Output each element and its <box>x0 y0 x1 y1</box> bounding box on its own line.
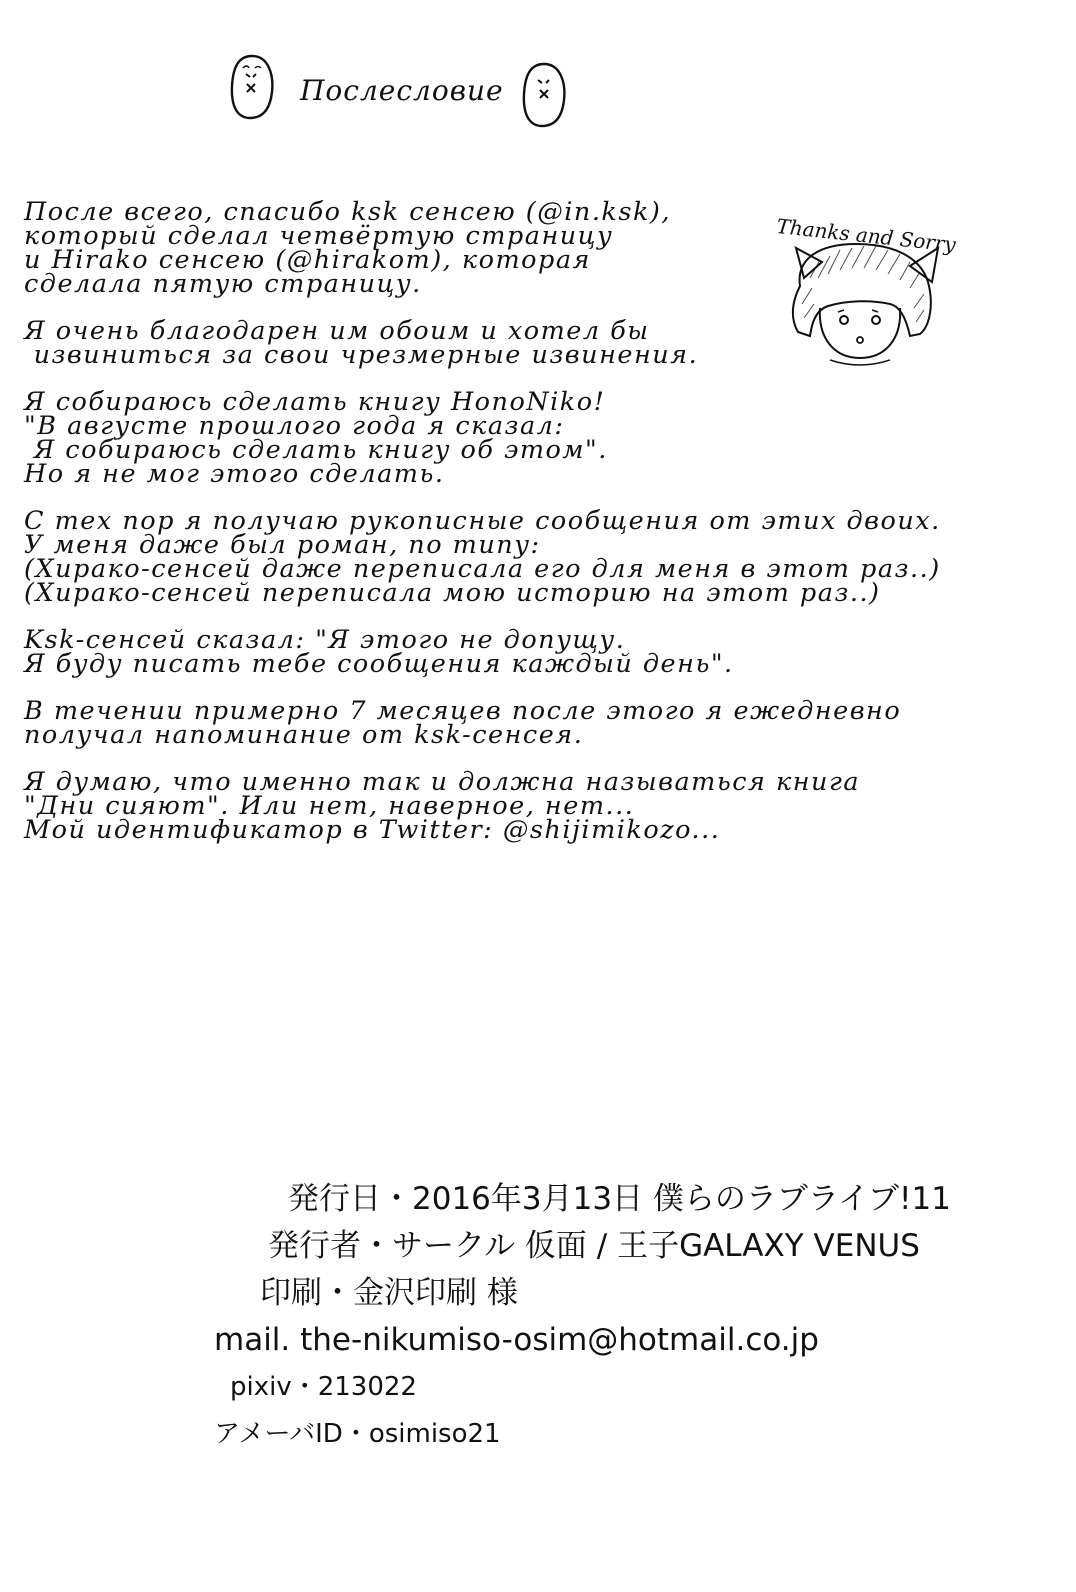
doodle-face-icon <box>520 60 568 130</box>
text-line: У меня даже был роман, по типу: <box>24 530 541 560</box>
colophon <box>214 1176 954 1458</box>
text-line: извиниться за свои чрезмерные извинения. <box>24 340 699 370</box>
colophon-mail: mail. the-nikumiso-osim@hotmail.co.jp <box>214 1322 819 1358</box>
title-row <box>228 52 588 132</box>
text-line: сделала пятую страницу. <box>24 269 422 299</box>
text-line: Но я не мог этого сделать. <box>24 459 445 489</box>
colophon-publisher: 発行者・サークル 仮面 / 王子GALAXY VENUS <box>268 1228 920 1264</box>
text-line: Я собираюсь сделать книгу об этом". <box>24 435 608 465</box>
paragraph <box>24 506 1024 608</box>
text-line: В течении примерно 7 месяцев после этого я ежедневно <box>24 696 902 726</box>
text-line: После всего, спасибо ksk сенсею (@in.ksk), <box>24 197 671 227</box>
paragraph <box>24 696 1024 750</box>
text-line: и Hirako сенсею (@hirakom), которая <box>24 245 591 275</box>
paragraph <box>24 197 1024 299</box>
text-line: Ksk-сенсей сказал: "Я этого не допущу. <box>24 625 626 655</box>
text-line: Мой идентификатор в Twitter: @shijimikozo... <box>24 815 721 845</box>
sketch-caption: Thanks and Sorry <box>775 214 957 257</box>
text-line: (Хирако-сенсей даже переписала его для меня в этот раз..) <box>24 554 941 584</box>
paragraph <box>24 767 1024 845</box>
colophon-date: 発行日・2016年3月13日 僕らのラブライブ!11 <box>288 1181 951 1217</box>
text-line: "В августе прошлого года я сказал: <box>24 411 565 441</box>
colophon-printer: 印刷・金沢印刷 様 <box>260 1275 518 1311</box>
page-title: Послесловие <box>300 74 504 107</box>
doodle-face-icon <box>228 52 276 122</box>
paragraph <box>24 387 1024 489</box>
text-line: который сделал четвёртую страницу <box>24 221 614 251</box>
colophon-ameba: アメーバID・osimiso21 <box>214 1419 501 1449</box>
paragraph <box>24 625 1024 679</box>
text-line: Я буду писать тебе сообщения каждый день". <box>24 649 734 679</box>
colophon-pixiv: pixiv・213022 <box>230 1372 417 1402</box>
text-line: С тех пор я получаю рукописные сообщения от этих двоих. <box>24 506 941 536</box>
text-line: получал напоминание от ksk-сенсея. <box>24 720 584 750</box>
afterword-text <box>24 197 1024 865</box>
text-line: Я очень благодарен им обоим и хотел бы <box>24 316 650 346</box>
paragraph <box>24 316 1024 370</box>
text-line: Я собираюсь сделать книгу HonoNiko! <box>24 387 606 417</box>
text-line: "Дни сияют". Или нет, наверное, нет... <box>24 791 635 821</box>
text-line: (Хирако-сенсей переписала мою историю на этот раз..) <box>24 578 881 608</box>
text-line: Я думаю, что именно так и должна называться книга <box>24 767 861 797</box>
